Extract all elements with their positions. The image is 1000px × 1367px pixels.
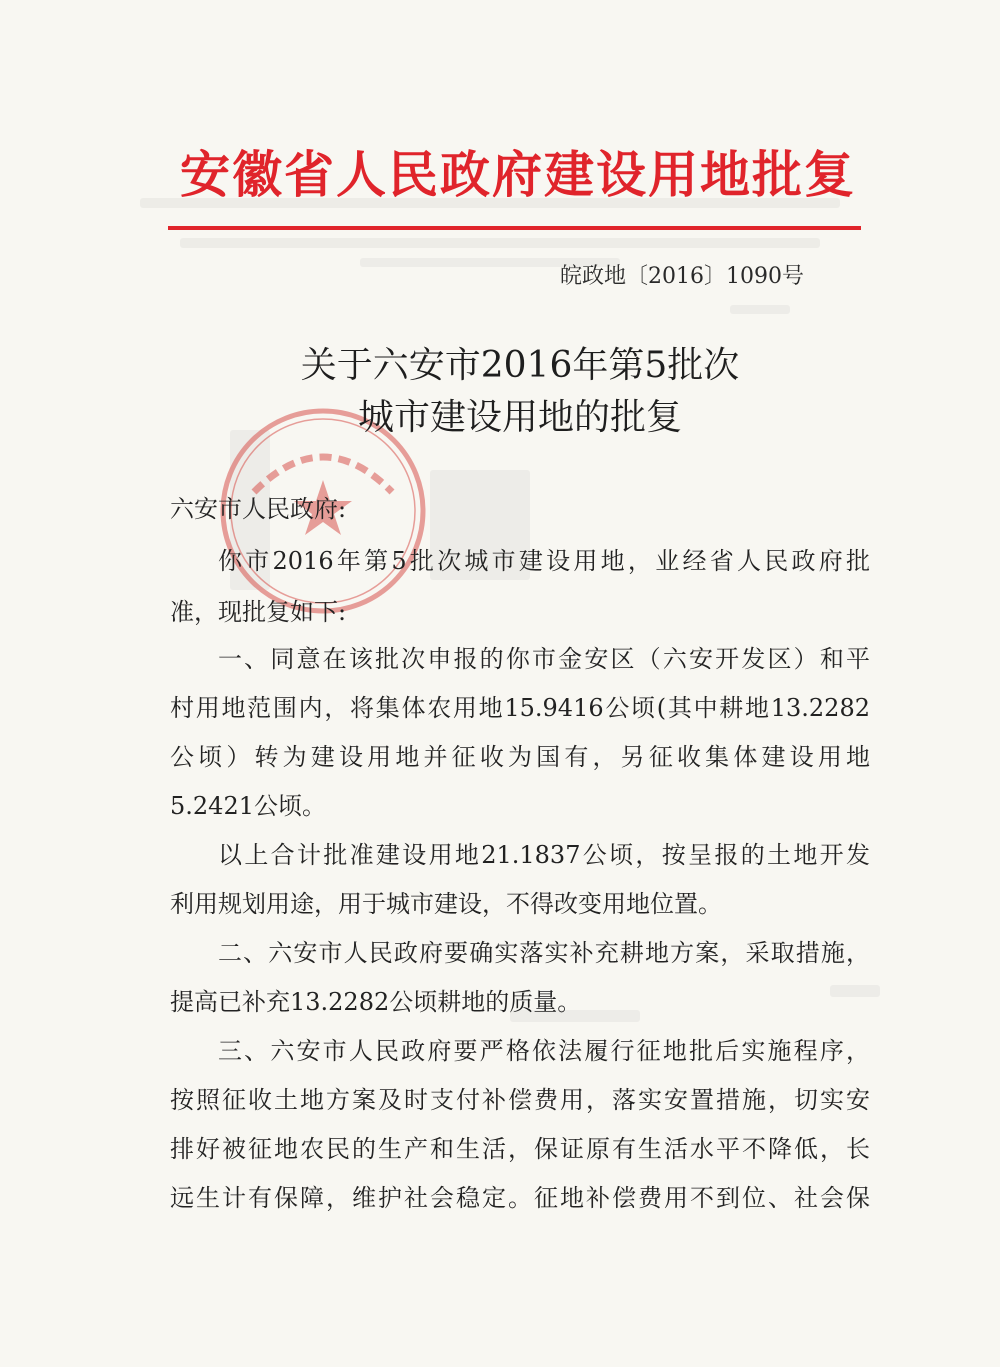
salutation: 六安市人民政府: [170, 495, 347, 523]
body-line: 远生计有保障，维护社会稳定。征地补偿费用不到位、社会保 [170, 1184, 870, 1212]
red-header-rule [168, 226, 861, 230]
body-line: 按照征收土地方案及时支付补偿费用，落实安置措施，切实安 [170, 1086, 870, 1114]
body-line: 二、六安市人民政府要确实落实补充耕地方案，采取措施， [218, 939, 870, 967]
body-line: 公顷）转为建设用地并征收为国有，另征收集体建设用地 [170, 743, 870, 771]
body-line: 一、同意在该批次申报的你市金安区（六安开发区）和平 [218, 645, 870, 673]
document-number: 皖政地〔2016〕1090号 [560, 264, 804, 289]
body-line: 利用规划用途，用于城市建设，不得改变用地位置。 [170, 890, 722, 918]
body-line: 排好被征地农民的生产和生活，保证原有生活水平不降低，长 [170, 1135, 870, 1163]
subject-line-1: 关于六安市2016年第5批次 [300, 345, 740, 386]
body-line: 你市2016年第5批次城市建设用地，业经省人民政府批 [218, 547, 870, 575]
body-line: 准，现批复如下: [170, 598, 347, 626]
body-line: 提高已补充13.2282公顷耕地的质量。 [170, 988, 582, 1016]
body-line: 以上合计批准建设用地21.1837公顷，按呈报的土地开发 [218, 841, 870, 869]
issuing-authority-title: 安徽省人民政府建设用地批复 [180, 146, 856, 204]
body-line: 5.2421公顷。 [170, 792, 326, 820]
document-subject [170, 340, 870, 444]
body-line: 三、六安市人民政府要严格依法履行征地批后实施程序， [218, 1037, 870, 1065]
body-line: 村用地范围内，将集体农用地15.9416公顷(其中耕地13.2282 [170, 694, 870, 722]
subject-line-2: 城市建设用地的批复 [357, 397, 682, 438]
